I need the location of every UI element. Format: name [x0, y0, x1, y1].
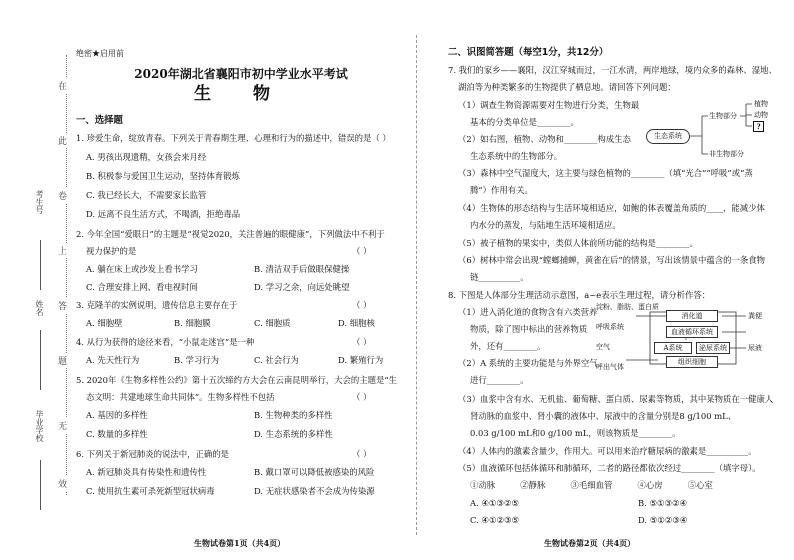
answer-paren: （ ）: [352, 392, 372, 402]
page-1: [76, 0, 406, 560]
urinary-box: 泌尿系统: [696, 342, 730, 354]
digestive-box: 消化道: [666, 310, 718, 322]
exam-number-line: [40, 240, 41, 290]
question-8-1c: 外，还有________。: [470, 341, 546, 351]
question-7-3b: 腾”）作用有关。: [470, 185, 533, 195]
option: D. 无症状感染者不会成为传染源: [254, 486, 375, 496]
option: C. 数量的多样性: [86, 429, 148, 439]
question-8-3: （3）血浆中含有水、无机盐、葡萄糖、蛋白质、尿素等物质，其中某物质在一健康人: [458, 394, 774, 404]
question-7-4b: 内水分的蒸发，与陆地生活环境相适应。: [470, 220, 621, 230]
bio-part-label: 生物部分: [709, 112, 737, 120]
answer-paren: （ ）: [352, 449, 372, 459]
school-label: 毕业学校: [35, 410, 44, 442]
name-label: 姓名: [35, 300, 44, 316]
answer-paren: （ ）: [352, 337, 372, 347]
name-line: [40, 330, 41, 390]
binding-char: 题: [58, 353, 67, 368]
unknown-box: ?: [753, 121, 764, 132]
option: A. 男孩出现遗精，女孩会来月经: [86, 152, 207, 162]
binding-char: 上: [58, 243, 67, 258]
option: B. 生物种类的多样性: [254, 410, 333, 420]
option: D. ⑤①②③④: [638, 515, 688, 525]
option: C. 社会行为: [254, 355, 299, 365]
question-2-line2: 视力保护的是: [86, 246, 137, 256]
page-footer: 生物试卷第2页（共4页）: [544, 538, 636, 548]
question-8-1b: 物质，除了图中标出的营养物质: [470, 324, 588, 334]
option: A. 躺在床上或沙发上看书学习: [86, 264, 198, 274]
food-label: 淀粉、脂肪、蛋白质: [596, 303, 659, 311]
option: D. 繁殖行为: [338, 355, 384, 365]
option: C. 合理安排上网、看电视时间: [86, 282, 198, 292]
physiology-diagram: [596, 302, 778, 378]
question-8-5: （5）血液循环包括体循环和肺循环，二者的路径都依次经过________（填字母）。: [458, 463, 761, 473]
ecosystem-diagram: [646, 96, 778, 166]
page-footer: 生物试卷第1页（共4页）: [194, 538, 286, 548]
animal-label: 动物: [754, 111, 768, 119]
option: C. ④①②③⑤: [470, 515, 519, 525]
option: A. 新冠肺炎具有传染性和遗传性: [86, 467, 207, 477]
question-7-1b: 基本的分类单位是________。: [470, 117, 579, 127]
option: C. 使用抗生素可杀死新型冠状病毒: [86, 486, 215, 496]
answer-paren: （ ）: [352, 246, 372, 256]
question-8-2b: 进行________。: [470, 375, 529, 385]
option: B. ⑤①③②④: [638, 498, 688, 508]
sys-a-box: A系统: [654, 342, 692, 354]
question-8-3c: 0.03 g/100 mL和0 g/100 mL，则该物质是________。: [470, 428, 681, 438]
binding-char: 此: [58, 133, 67, 148]
question-7: 7. 我们的家乡——襄阳，汉江穿城而过，一江水清，两岸地绿，境内众多的森林、湿地、: [448, 65, 777, 75]
urine-label: 尿液: [748, 344, 762, 352]
question-8-4: （4）人体内的激素含量少，作用大。可以用来治疗糖尿病的激素是__________。: [458, 446, 757, 456]
question-5-line2: 态文明：共建地球生命共同体”。生物多样性不包括: [86, 392, 275, 402]
section-heading: 二、识图简答题（每空1分，共12分）: [448, 47, 609, 58]
question-3: 3. 克隆羊的实例说明，遗传信息主要存在于: [76, 300, 238, 310]
question-8-2: （2）A 系统的主要功能是与外界空气: [458, 358, 598, 368]
cell-box: 组织细胞: [666, 356, 718, 368]
question-7-2b: 生态系统中的生物部分。: [470, 151, 563, 161]
binding-char: 效: [58, 476, 67, 491]
subject-title: 生 物: [194, 84, 288, 104]
option: D. 学习之余，向远处眺望: [254, 282, 350, 292]
secret-mark: 绝密★启用前: [76, 49, 124, 58]
question-2: 2. 今年全国“爱眼日”的主题是“视觉2020，关注普遍的眼健康”，下列做法中不利于: [76, 229, 385, 239]
binding-char: 在: [58, 78, 67, 93]
respiratory-label: 呼吸系统: [596, 323, 624, 331]
option: D. 生态系统的多样性: [254, 429, 333, 439]
answer-paren: （ ）: [352, 300, 372, 310]
plant-label: 植物: [754, 100, 768, 108]
option: C. 细胞质: [254, 318, 291, 328]
binding-char: 卷: [58, 188, 67, 203]
section-heading: 一、选择题: [76, 115, 123, 126]
option: A. ④①③②⑤: [470, 498, 519, 508]
option: B. 学习行为: [174, 355, 219, 365]
page-2: [448, 0, 778, 560]
exhaled-label: 呼出气体: [596, 363, 624, 371]
option: A. 先天性行为: [86, 355, 140, 365]
exam-title: 2020年湖北省襄阳市初中学业水平考试: [134, 67, 348, 81]
option: B. 细胞膜: [174, 318, 211, 328]
question-7-6b: 链__________。: [470, 272, 529, 282]
option: B. 积极参与爱国卫生运动，坚持体育锻炼: [86, 171, 240, 181]
option: D. 远离不良生活方式，不喝酒，拒绝毒品: [86, 209, 241, 219]
question-4: 4. 从行为获得的途径来看，“小鼠走迷宫”是一种: [76, 337, 255, 347]
question-8: 8. 下图是人体部分生理活动示意图，a~e表示生理过程，请分析作答：: [448, 290, 711, 300]
option: A. 基因的多样性: [86, 410, 148, 420]
question-8-1: （1）进入消化道的食物含有六类营养: [458, 307, 598, 317]
feces-label: 粪便: [748, 312, 762, 320]
school-line: [40, 460, 41, 510]
question-7-2: （2）如右图，植物、动物和________构成生态: [458, 134, 631, 144]
question-6: 6. 下列关于新冠肺炎的说法中，正确的是: [76, 449, 230, 459]
page-divider: [416, 35, 417, 535]
air-label: 空气: [596, 343, 610, 351]
ecosystem-box: 生态系统: [646, 129, 690, 144]
question-7-5: （5）被子植物的果实中，类似人体前所功能的结构是________。: [458, 238, 698, 248]
question-7-1: （1）调查生物资源需要对生物进行分类，生物最: [458, 100, 640, 110]
question-1: 1. 珍爱生命，绽放青春。下列关于青春期生理、心理和行为的描述中，错误的是（ ）: [76, 133, 391, 143]
option: D. 细胞核: [338, 318, 375, 328]
question-8-3b: 肾动脉的血浆中、肾小囊的液体中、尿液中的含量分别是8 g/100 mL、: [470, 411, 737, 421]
binding-char: 答: [58, 298, 67, 313]
question-7-6: （6）树林中常会出现“螳螂捕蝉，黄雀在后”的情景，写出该情景中蕴含的一条食物: [458, 255, 766, 265]
option: A. 细胞壁: [86, 318, 123, 328]
option: B. 清洁双手后做眼保健操: [254, 264, 350, 274]
option: B. 戴口罩可以降低被感染的风险: [254, 467, 375, 477]
exam-number-label: 考生号: [35, 190, 44, 214]
question-7-3: （3）森林中空气湿度大，这主要与绿色植物的________（填“光合”“呼吸”或“蒸: [458, 168, 753, 178]
question-7-line2: 湖泊等为种类繁多的生物提供了栖息地。请回答下列问题：: [458, 82, 676, 92]
question-8-5-items: ①动脉 ②静脉 ③毛细血管 ④心房 ⑤心室: [470, 480, 713, 490]
question-5: 5. 2020年《生物多样性公约》第十五次缔约方大会在云南昆明举行，大会的主题是“生: [76, 375, 397, 385]
binding-char: 无: [58, 418, 67, 433]
circulatory-box: 血液循环系统: [666, 326, 718, 338]
question-7-4: （4）生物体的形态结构与生活环境相适应，如鲍的体表覆盖角质的____，能减少体: [458, 203, 765, 213]
nonbio-part-label: 非生物部分: [709, 150, 744, 158]
option: C. 我已经长大，不需要家长监管: [86, 190, 207, 200]
